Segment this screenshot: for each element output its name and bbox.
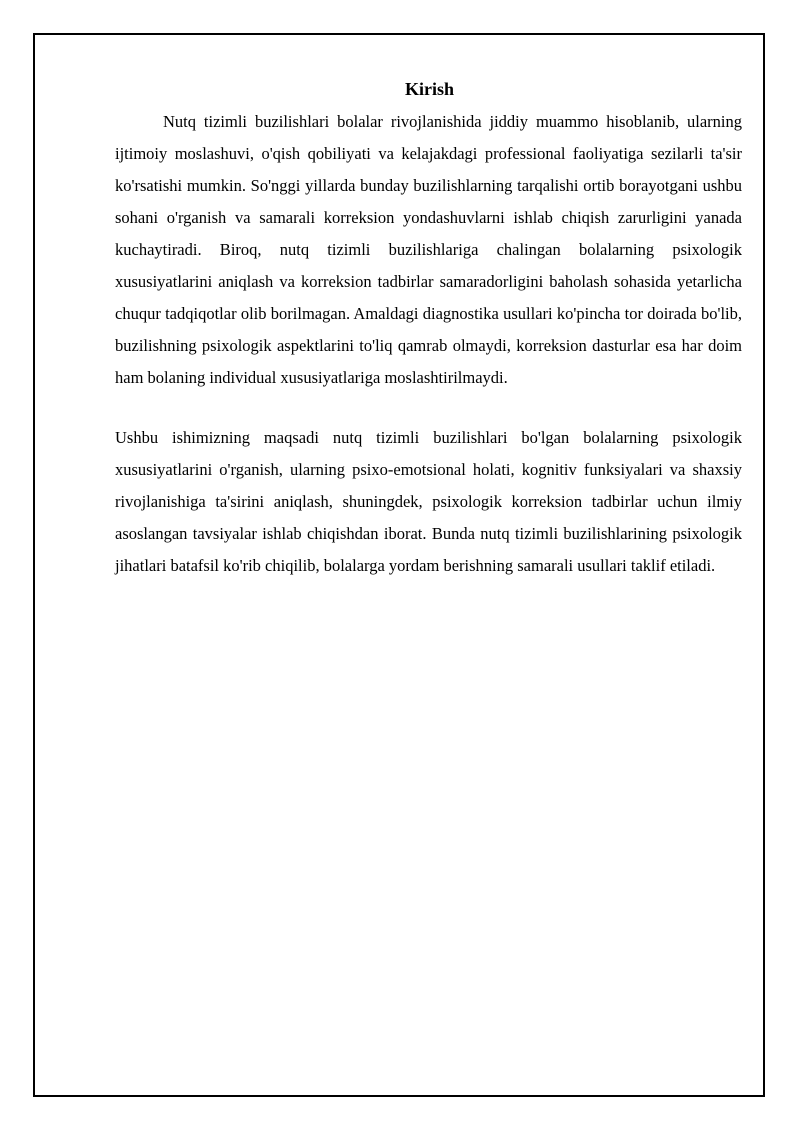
document-body bbox=[115, 76, 742, 582]
paragraph-introduction: Nutq tizimli buzilishlari bolalar rivojlanishida jiddiy muammo hisoblanib, ularning ijtimoiy moslashuvi, o'qish qobiliyati va kelajakdagi professional faoliyatiga sezilarli ta'sir ko'rsatishi mumkin. So'nggi yillarda bunday buzilishlarning tarqalishi ortib borayotgani ushbu sohani o'rganish va samarali korreksion yondashuvlarni ishlab chiqish zarurligini yanada kuchaytiradi. Biroq, nutq tizimli buzilishlariga chalingan bolalarning psixologik xususiyatlarini aniqlash va korreksion tadbirlar samaradorligini baholash sohasida yetarlicha chuqur tadqiqotlar olib borilmagan. Amaldagi diagnostika usullari ko'pincha tor doirada bo'lib, buzilishning psixologik aspektlarini to'liq qamrab olmaydi, korreksion dasturlar esa har doim ham bolaning individual xususiyatlariga moslashtirilmaydi. bbox=[115, 112, 742, 387]
document-title: Kirish bbox=[404, 79, 454, 99]
paragraph-goal: Ushbu ishimizning maqsadi nutq tizimli buzilishlari bo'lgan bolalarning psixologik xususiyatlarini o'rganish, ularning psixo-emotsional holati, kognitiv funksiyalari va shaxsiy rivojlanishiga ta'sirini aniqlash, shuningdek, psixologik korreksion tadbirlar uchun ilmiy asoslangan tavsiyalar ishlab chiqishdan iborat. Bunda nutq tizimli buzilishlarining psixologik jihatlari batafsil ko'rib chiqilib, bolalarga yordam berishning samarali usullari taklif etiladi. bbox=[115, 428, 742, 575]
paragraph-gap bbox=[115, 394, 742, 422]
